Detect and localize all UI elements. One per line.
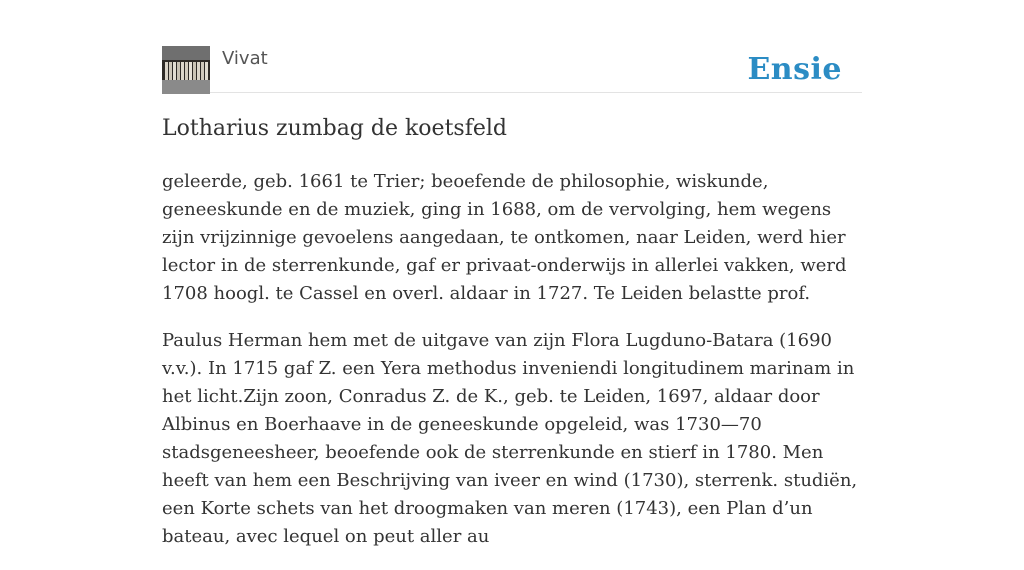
article-body [162,168,862,570]
author-avatar[interactable] [162,46,210,94]
brand-logo[interactable]: Ensie [747,52,842,87]
author-name[interactable]: Vivat [222,48,268,69]
header [162,46,862,93]
paragraph: Paulus Herman hem met de uitgave van zijn Flora Lugduno-Batara (1690 v.v.). In 1715 gaf Z. een Yera methodus inveniendi longitudinem marinam in het licht.Zijn zoon, Conradus Z. de K., geb. te Leiden, 1697, aldaar door Albinus en Boerhaave in de geneeskunde opgeleid, was 1730—70 stadsgeneesheer, beoefende ook de sterrenkunde en stierf in 1780. Men heeft van hem een Beschrijving van iveer en wind (1730), sterrenk. studiën, een Korte schets van het droogmaken van meren (1743), een Plan d’un bateau, avec lequel on peut aller au [162,330,858,547]
bookshelf-avatar-icon [162,46,210,94]
article-title: Lotharius zumbag de koetsfeld [162,116,507,141]
paragraph: geleerde, geb. 1661 te Trier; beoefende de philosophie, wiskunde, geneeskunde en de muziek, ging in 1688, om de vervolging, hem wegens zijn vrijzinnige gevoelens aangedaan, te ontkomen, naar Leiden, werd hier lector in de sterrenkunde, gaf er privaat-onderwijs in allerlei vakken, werd 1708 hoogl. te Cassel en overl. aldaar in 1727. Te Leiden belastte prof. [162,171,847,304]
